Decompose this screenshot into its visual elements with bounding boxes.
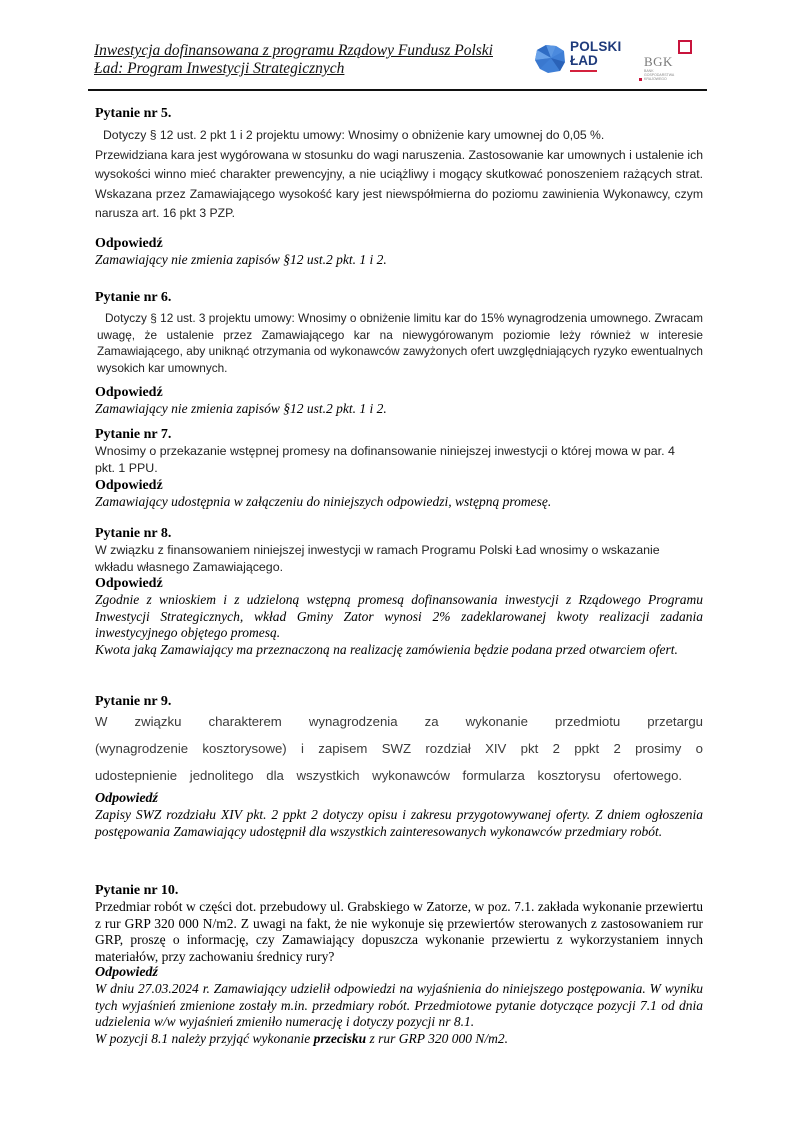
answer-label: Odpowiedź (95, 965, 158, 980)
answer-text: W dniu 27.03.2024 r. Zamawiający udzielił odpowiedzi na wyjaśnienia do niniejszego postępowania. W wyniku tych wyjaśnień zmienione zostały m.in. przedmiary robót. Przedmiotowe pytanie dotyczące pozycji 7.1 od dnia udzielenia w/w wyjaśnień zmieniło numerację i dotyczy pozycji nr 8.1. (95, 981, 703, 1029)
answer-text: Zamawiający nie zmienia zapisów §12 ust.2 pkt. 1 i 2. (95, 401, 387, 416)
logo-text-polski: POLSKI (570, 39, 622, 54)
bgk-dot-icon (639, 78, 642, 81)
answer-text: Kwota jaką Zamawiający ma przeznaczoną na realizację zamówienia będzie podana przed otwarciem ofert. (95, 641, 678, 657)
question-section-8 (95, 526, 703, 658)
question-text: Przedmiar robót w części dot. przebudowy ul. Grabskiego w Zatorze, w poz. 7.1. zakłada wykonanie przewiertu z rur GRP 320 000 N/m2. Z uwagi na fakt, że nie wykonuje się przewiertów sterowanych z zastosowaniem rur GRP, proszę o informację, czy Zamawiający dopuszcza wykonanie przewiertu z wykorzystaniem innych materiałów, przy zachowaniu średnicy rury? (95, 899, 703, 964)
bgk-logo (640, 40, 710, 82)
question-label: Pytanie nr 6. (95, 290, 172, 305)
question-section-7 (95, 427, 703, 511)
answer-label: Odpowiedź (95, 576, 163, 591)
question-text: Przewidziana kara jest wygórowana w stosunku do wagi naruszenia. Zastosowanie kar umownych i ustalenie ich wysokości winno mieć charakter prewencyjny, a nie uciążliwy i mogący skutkować ponoszeniem rażących strat. Wskazana przez Zamawiającego wysokość kary jest niewspółmierna do poziomu zawinienia Wykonawcy, czym narusza art. 16 pkt 3 PZP. (95, 147, 703, 220)
flag-stripe (570, 70, 597, 72)
question-label: Pytanie nr 10. (95, 883, 179, 898)
question-text: Wnosimy o przekazanie wstępnej promesy na dofinansowanie niniejszej inwestycji o której mowa w par. 4 pkt. 1 PPU. (95, 444, 675, 475)
bgk-text: BGK (644, 54, 673, 69)
header-title-line1: Inwestycja dofinansowana z programu Rządowy Fundusz Polski (94, 42, 493, 59)
answer-text: Zamawiający nie zmienia zapisów §12 ust.2 pkt. 1 i 2. (95, 251, 387, 267)
question-label: Pytanie nr 9. (95, 694, 172, 709)
answer-text-after: z rur GRP 320 000 N/m2. (366, 1030, 508, 1046)
answer-label: Odpowiedź (95, 478, 163, 493)
question-section-9 (95, 694, 703, 840)
answer-label: Odpowiedź (95, 235, 163, 251)
question-section-6 (95, 290, 703, 418)
bgk-square-icon (678, 40, 692, 54)
answer-label: Odpowiedź (95, 385, 163, 400)
question-label: Pytanie nr 7. (95, 427, 172, 442)
answer-label: Odpowiedź (95, 791, 158, 806)
header-title-line2: Ład: Program Inwestycji Strategicznych (94, 60, 345, 77)
answer-text: Zgodnie z wnioskiem i z udzieloną wstępną promesą dofinansowania inwestycji z Rządowego Programu Inwestycji Strategicznych, wkład Gminy Zator wynosi 2% zadeklarowanej kwoty realizacji zadania inwestycyjnego objętego promesą. (95, 592, 703, 640)
header-title (94, 42, 493, 78)
question-text: Dotyczy § 12 ust. 2 pkt 1 i 2 projektu umowy: Wnosimy o obniżenie kary umownej do 0,05 %. (103, 128, 605, 142)
answer-text: Zamawiający udostępnia w załączeniu do niniejszych odpowiedzi, wstępną promesę. (95, 494, 552, 509)
answer-text: Zapisy SWZ rozdziału XIV pkt. 2 ppkt 2 dotyczy opisu i zakresu przygotowywanej oferty. Z dniem ogłoszenia postępowania Zamawiający udostępnił dla wszystkich zainteresowanych wykonawców przedmiary robót. (95, 807, 703, 839)
question-label: Pytanie nr 8. (95, 526, 172, 541)
answer-text-final (95, 1031, 703, 1048)
question-text: Dotyczy § 12 ust. 3 projektu umowy: Wnosimy o obniżenie limitu kar do 15% wynagrodzenia umownego. Zwracam uwagę, że ustalenie przez Zamawiającego kar na niewygórowanym poziomie leży również w interesie Zamawiającego, aby uniknąć otrzymania od wykonawców zawyżonych ofert uwzględniających ryzyko ewentualnych wysokich kar umownych. (97, 311, 703, 375)
poland-map-icon (534, 42, 566, 74)
logo-text-lad: ŁAD (570, 53, 598, 68)
bgk-subtitle: BANK GOSPODARSTWA KRAJOWEGO (644, 69, 675, 81)
question-label: Pytanie nr 5. (95, 106, 172, 121)
answer-text-emphasis: przecisku (313, 1030, 367, 1046)
question-section-5 (95, 106, 703, 268)
question-section-10 (95, 883, 703, 1047)
question-text: W związku charakterem wynagrodzenia za wykonanie przedmiotu przetargu (wynagrodzenie kosztorysowe) i zapisem SWZ rozdział XIV pkt 2 ppkt 2 prosimy o udostepnienie jednolitego dla wszystkich wykonawców formularza kosztorysu ofertowego. (95, 714, 703, 783)
polski-lad-logo (534, 40, 624, 76)
header-divider (88, 89, 707, 91)
answer-text-before: W pozycji 8.1 należy przyjąć wykonanie (95, 1030, 314, 1046)
question-text: W związku z finansowaniem niniejszej inwestycji w ramach Programu Polski Ład wnosimy o wskazanie wkładu własnego Zamawiającego. (95, 543, 660, 574)
